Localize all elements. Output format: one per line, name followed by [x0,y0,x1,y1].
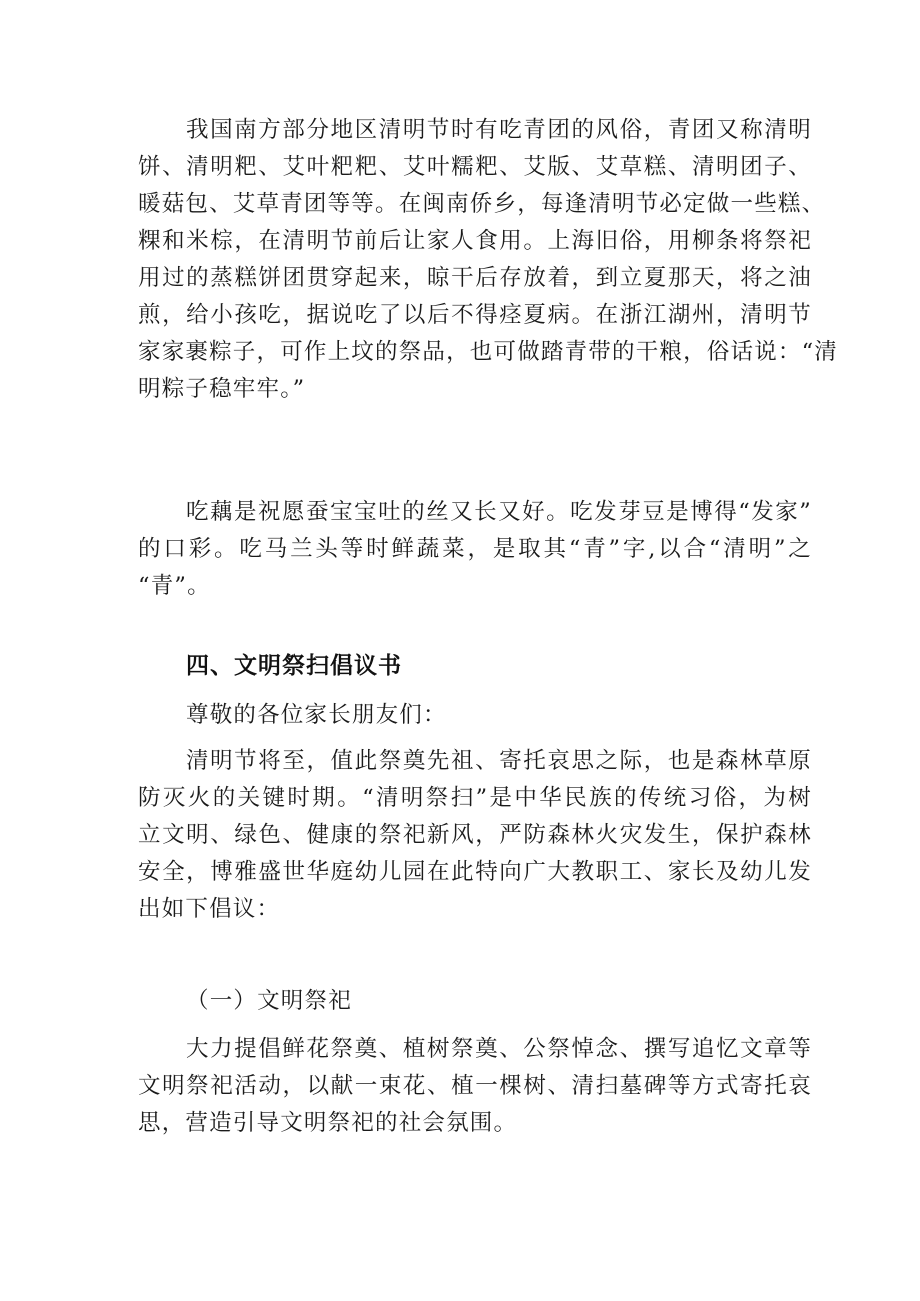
paragraph-line: 我国南方部分地区清明节时有吃青团的风俗，青团又称清明 [186,117,812,143]
paragraph-line: 用过的蒸糕饼团贯穿起来，晾干后存放着，到立夏那天，将之油 [138,265,812,291]
paragraph-line: 明粽子稳牢牢。” [138,376,306,402]
salutation: 尊敬的各位家长朋友们： [186,702,447,728]
paragraph-civilized [138,1031,812,1142]
paragraph-line: 防灭火的关键时期。“清明祭扫”是中华民族的传统习俗，为树 [138,785,812,811]
paragraph-line: 吃藕是祝愿蚕宝宝吐的丝又长又好。吃发芽豆是博得“发家” [186,499,812,525]
paragraph-line: 粿和米棕，在清明节前后让家人食用。上海旧俗，用柳条将祭祀 [138,228,812,254]
section-heading: 四、文明祭扫倡议书 [186,653,402,679]
paragraph-line: 家家裹粽子，可作上坟的祭品，也可做踏青带的干粮，俗话说：“清 [138,339,839,365]
paragraph-line: 清明节将至，值此祭奠先祖、寄托哀思之际，也是森林草原 [186,748,812,774]
paragraph-intro [138,743,812,928]
paragraph-line: 煎，给小孩吃，据说吃了以后不得痉夏病。在浙江湖州，清明节 [138,302,812,328]
paragraph-line: 思，营造引导文明祭祀的社会氛围。 [138,1110,518,1136]
subheading: （一）文明祭祀 [186,988,352,1014]
paragraph-line: 的口彩。吃马兰头等时鲜蔬菜，是取其“青”字,以合“清明”之 [138,536,812,562]
paragraph-ou [138,494,812,605]
paragraph-line: 暖菇包、艾草青团等等。在闽南侨乡，每逢清明节必定做一些糕、 [138,191,826,217]
paragraph-line: 立文明、绿色、健康的祭祀新风，严防森林火灾发生，保护森林 [138,822,812,848]
paragraph-line: “青”。 [138,573,211,599]
paragraph-line: 饼、清明粑、艾叶粑粑、艾叶糯粑、艾版、艾草糕、清明团子、 [138,154,812,180]
paragraph-line: 出如下倡议： [138,896,281,922]
paragraph-qingtuan [138,112,839,408]
paragraph-line: 安全，博雅盛世华庭幼儿园在此特向广大教职工、家长及幼儿发 [138,859,812,885]
paragraph-line: 大力提倡鲜花祭奠、植树祭奠、公祭悼念、撰写追忆文章等 [186,1036,812,1062]
paragraph-line: 文明祭祀活动，以献一束花、植一棵树、清扫墓碑等方式寄托哀 [138,1073,812,1099]
